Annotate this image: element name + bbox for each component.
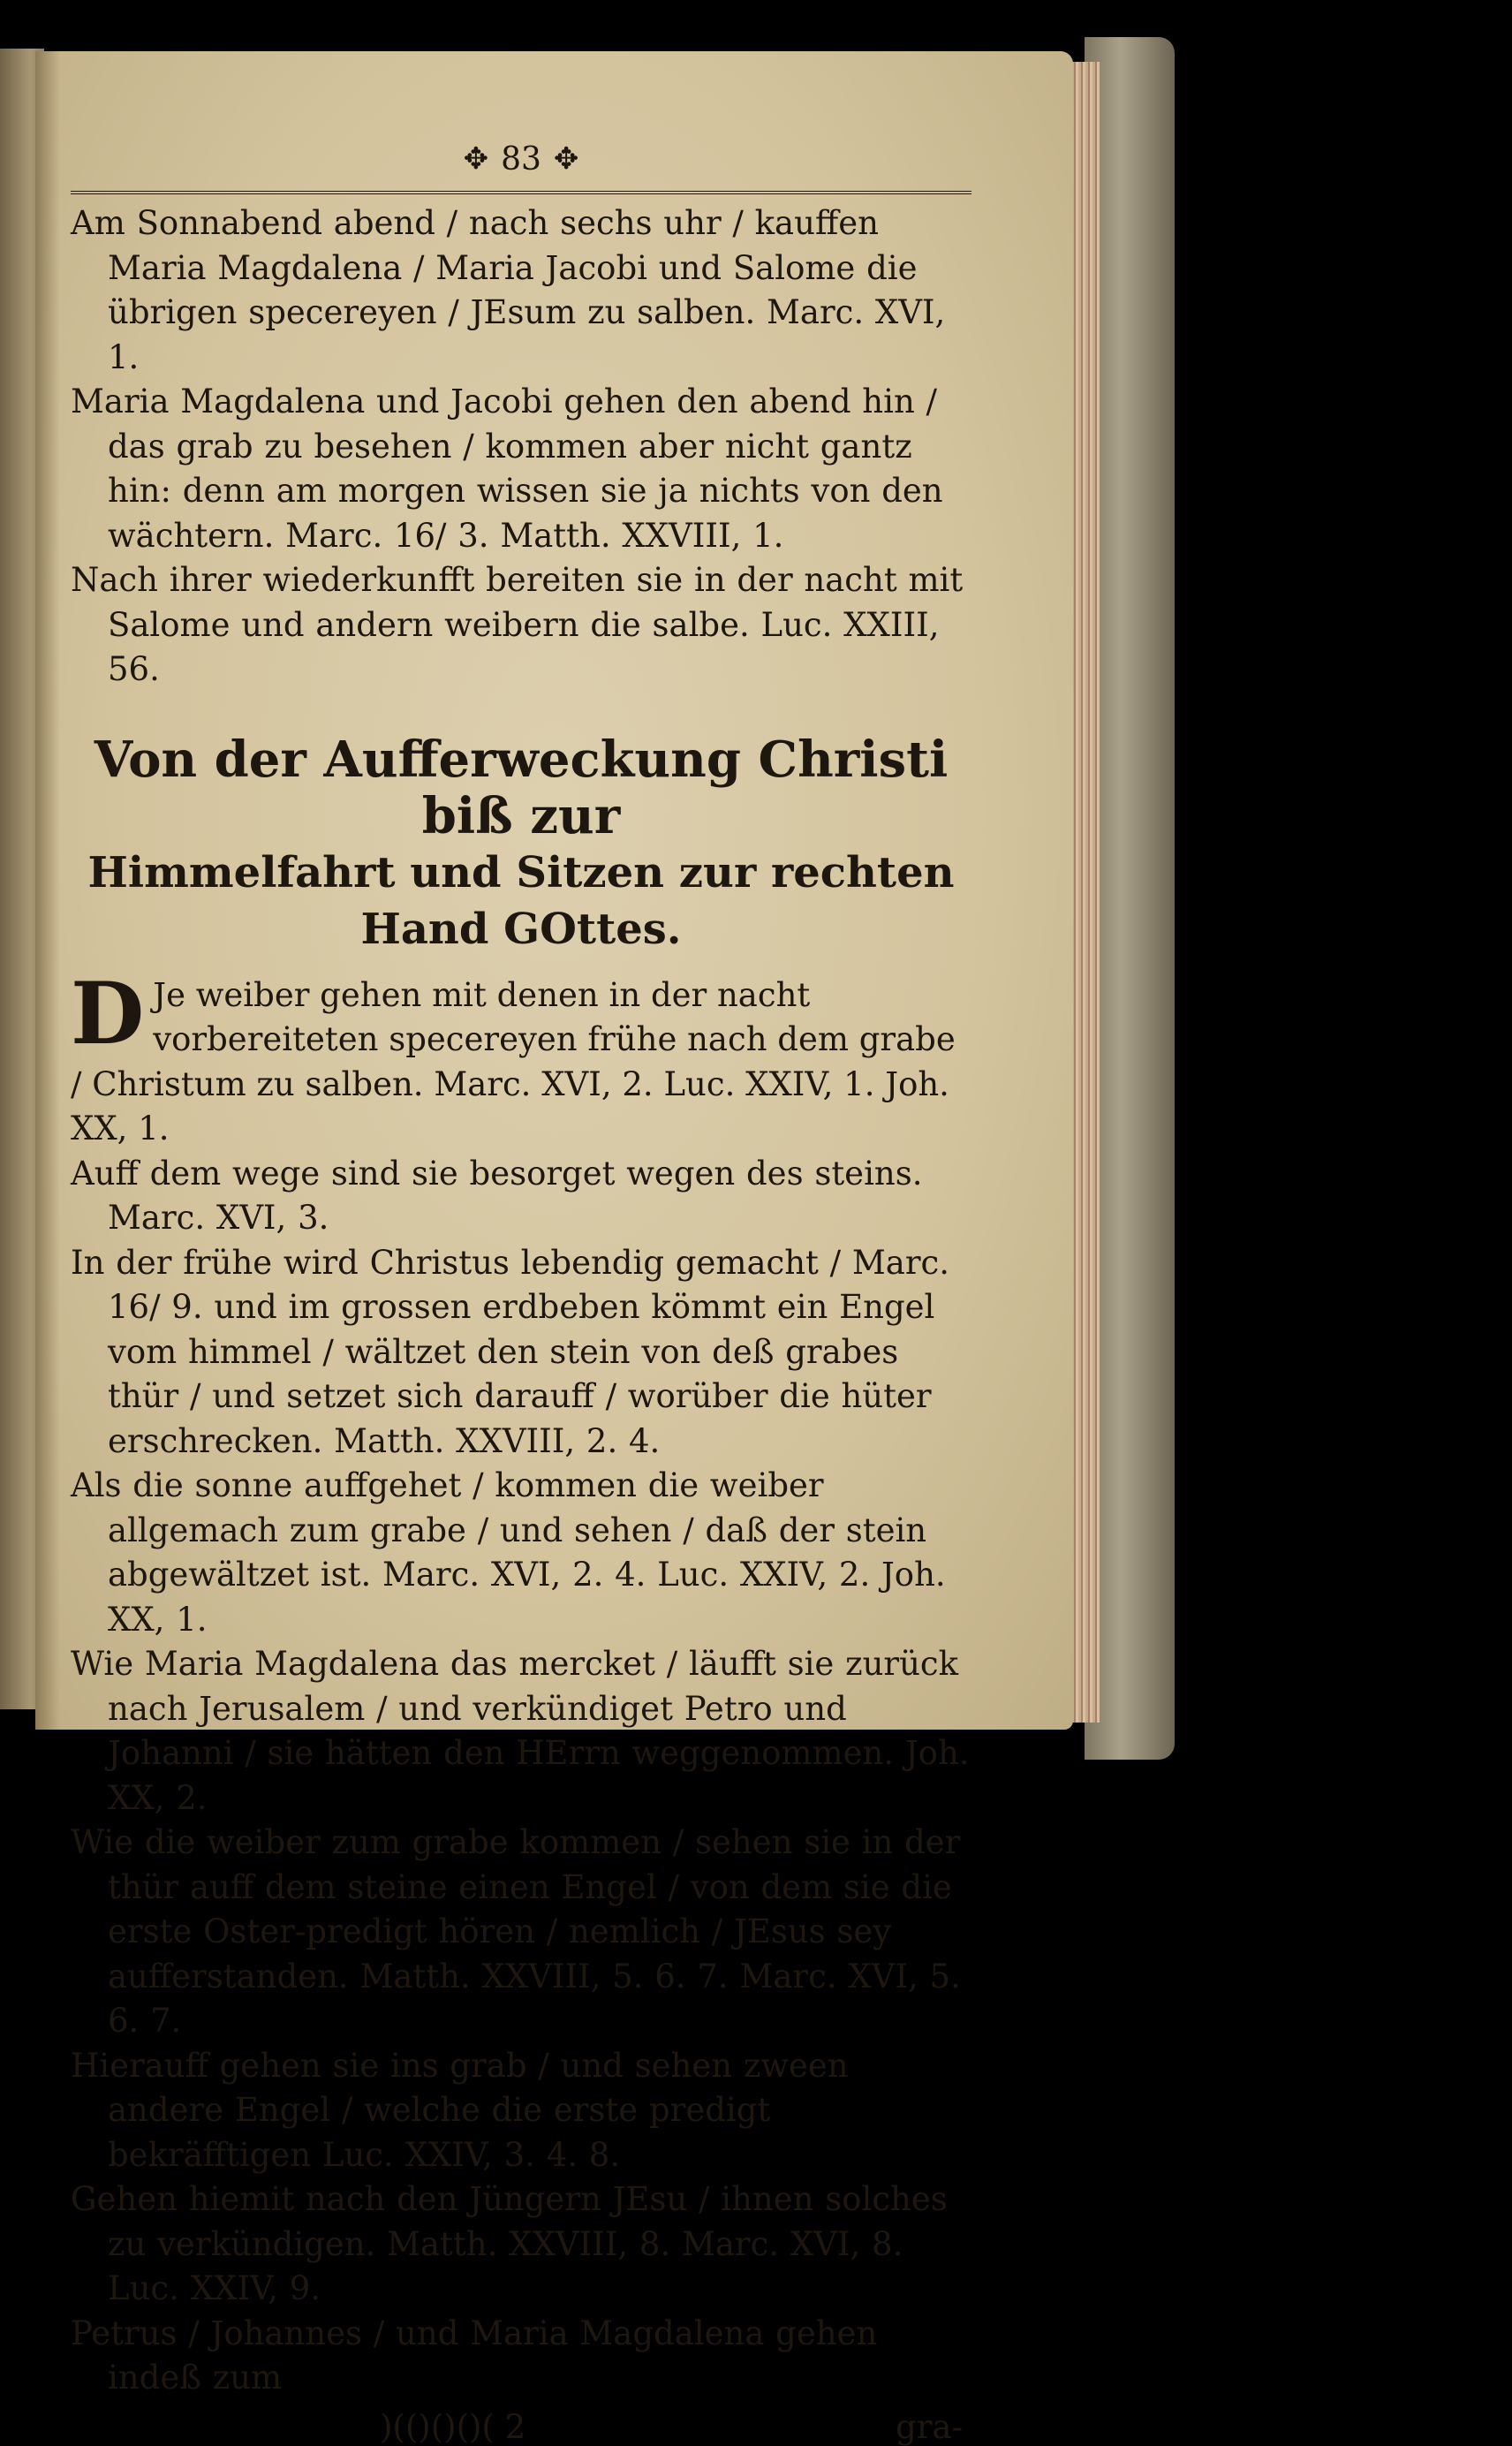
ornament-left-icon: ✥ bbox=[463, 141, 489, 177]
signature-mark: )(()()()( 2 bbox=[380, 2407, 526, 2446]
page-number: 83 bbox=[501, 140, 541, 178]
drop-cap: D bbox=[71, 963, 145, 1064]
ornament-right-icon: ✥ bbox=[553, 141, 579, 177]
page-header bbox=[71, 133, 971, 186]
page-footer bbox=[71, 2408, 971, 2446]
paragraph: Gehen hiemit nach den Jüngern JEsu / ihnen solches zu verkündigen. Matth. XXVIII, 8. Marc. XVI, 8. Luc. XXIV, 9. bbox=[71, 2180, 948, 2307]
paragraph: Wie die weiber zum grabe kommen / sehen sie in der thür auff dem steine einen Engel / von dem sie die erste Oster-predigt hören / nemlich / JEsus sey aufferstanden. Matth. XXVIII, 5. 6. 7. Marc. XVI, 5. 6. 7. bbox=[71, 1823, 961, 2040]
paragraph: Nach ihrer wiederkunfft bereiten sie in der nacht mit Salome und andern weibern die salbe. Luc. XXIII, 56. bbox=[71, 561, 964, 688]
lead-paragraph bbox=[71, 963, 971, 1152]
paragraph: Hierauff gehen sie ins grab / und sehen zween andere Engel / welche die erste predigt bekräfftigen Luc. XXIV, 3. 4. 8. bbox=[71, 2046, 849, 2174]
paragraph: Auff dem wege sind sie besorget wegen des steins. Marc. XVI, 3. bbox=[71, 1154, 923, 1237]
paragraph: In der frühe wird Christus lebendig gemacht / Marc. 16/ 9. und im grossen erdbeben kömmt ein Engel vom himmel / wältzet den stein von deß grabes thür / und setzet sich darauff / worüber die hüter erschrecken. Matth. XXVIII, 2. 4. bbox=[71, 1243, 950, 1460]
lead-text: Je weiber gehen mit denen in der nacht vorbereiteten specereyen frühe nach dem grabe / Christum zu salben. Marc. XVI, 2. Luc. XXIV, 1. Joh. XX, 1. bbox=[71, 975, 956, 1147]
header-rule bbox=[71, 191, 971, 194]
paragraph: Wie Maria Magdalena das mercket / läufft sie zurück nach Jerusalem / und verkündiget Petro und Johanni / sie hätten den HErrn weggenommen. Joh. XX, 2. bbox=[71, 1645, 970, 1817]
catchword: gra- bbox=[896, 2407, 963, 2446]
page-gutter-shadow bbox=[35, 51, 60, 1730]
paragraph: Als die sonne auffgehet / kommen die weiber allgemach zum grabe / und sehen / daß der stein abgewältzet ist. Marc. XVI, 2. 4. Luc. XXIV, 2. Joh. XX, 1. bbox=[71, 1466, 946, 1639]
paragraph: Maria Magdalena und Jacobi gehen den abend hin / das grab zu besehen / kommen aber nicht gantz hin: denn am morgen wissen sie ja nichts von den wächtern. Marc. 16/ 3. Matth. XXVIII, 1. bbox=[71, 382, 943, 555]
heading-line-2: Himmelfahrt und Sitzen zur rechten bbox=[87, 847, 955, 897]
page-content bbox=[71, 133, 971, 2446]
paragraph: Petrus / Johannes / und Maria Magdalena gehen indeß zum bbox=[71, 2313, 878, 2397]
paragraph: Am Sonnabend abend / nach sechs uhr / kauffen Maria Magdalena / Maria Jacobi und Salome die übrigen specereyen / JEsum zu salben. Marc. XVI, 1. bbox=[71, 204, 946, 376]
section-heading bbox=[71, 731, 971, 958]
heading-line-1: Von der Aufferweckung Christi biß zur bbox=[94, 730, 949, 845]
heading-line-3: Hand GOttes. bbox=[360, 904, 682, 954]
